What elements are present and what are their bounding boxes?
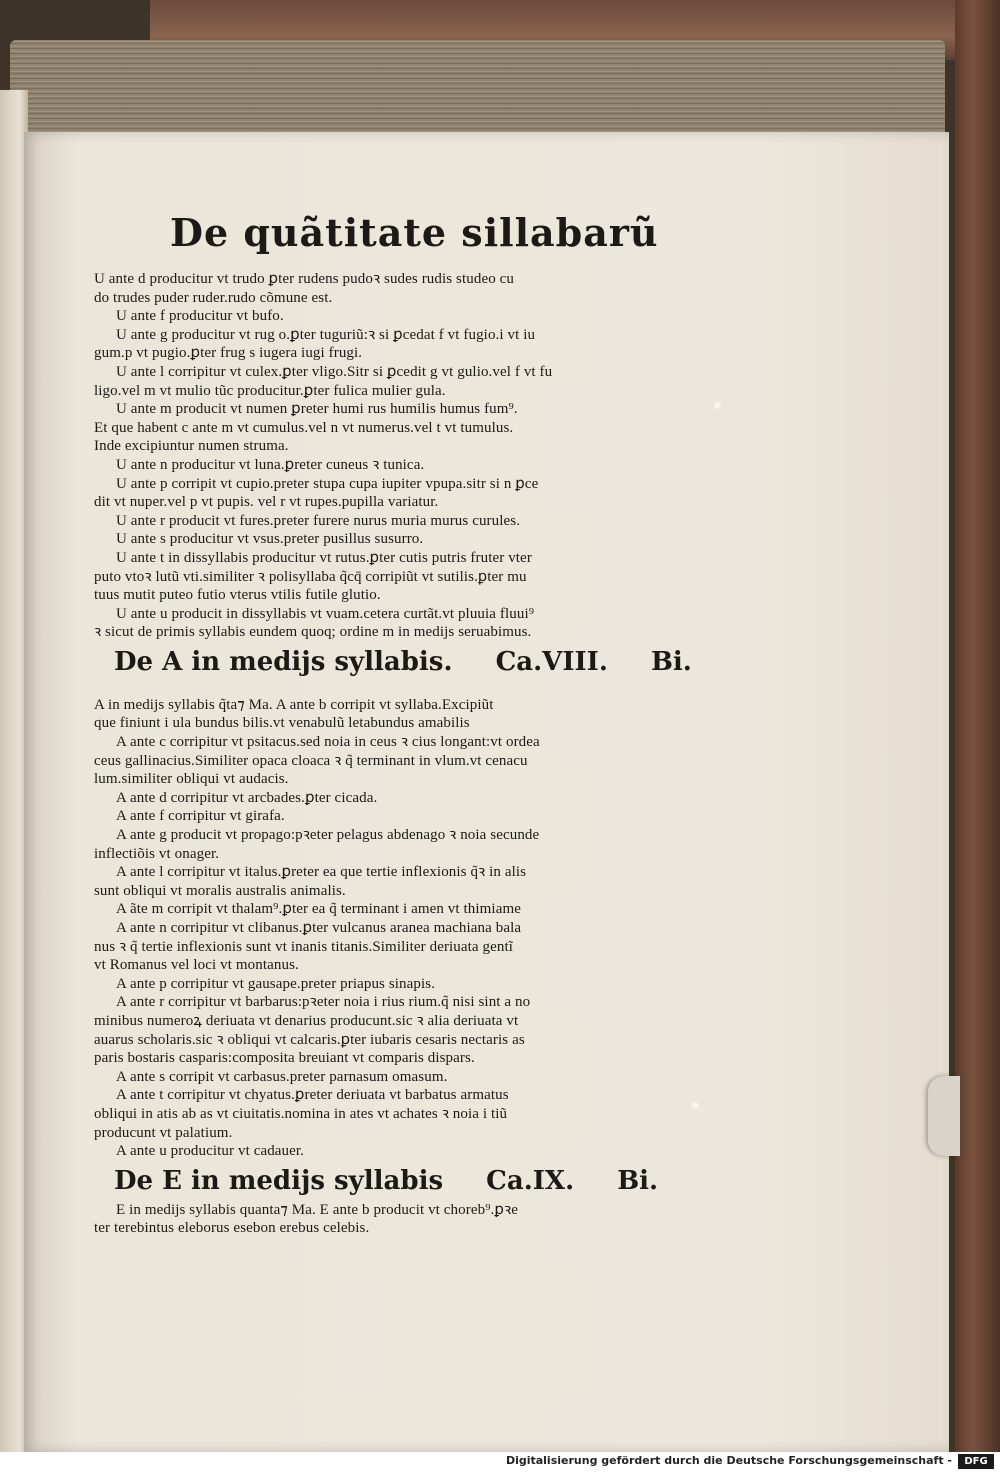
- text-line: A ante t corripitur vt chyatus.ꝑreter deriuata vt barbatus armatus: [116, 1087, 509, 1104]
- text-line: puto vtoꝛ lutũ vti.similiter ꝛ polisyllaba q̃cq̄ corripiũt vt sutilis.ꝑter mu: [94, 568, 527, 585]
- text-line: U ante t in dissyllabis producitur vt rutus.ꝑter cutis putris fruter vter: [116, 549, 532, 566]
- text-line: U ante n producitur vt luna.ꝑreter cuneus ꝛ tunica.: [116, 456, 425, 473]
- text-line: que finiunt i ula bundus bilis.vt venabulũ letabundus amabilis: [94, 715, 470, 732]
- bookmark-tab: [928, 1076, 960, 1156]
- dfg-logo: DFG: [958, 1454, 994, 1469]
- chapter-heading-a: [94, 642, 734, 682]
- page-title: De quãtitate sillabarũ: [170, 210, 659, 255]
- text-line: U ante p corripit vt cupio.preter stupa cupa iupiter vpupa.sitr si n ꝑce: [116, 475, 539, 492]
- text-line: Et que habent c ante m vt cumulus.vel n vt numerus.vel t vt tumulus.: [94, 419, 514, 436]
- text-line: paris bostaris casparis:composita breuiant vt comparis dispars.: [94, 1050, 475, 1067]
- section-u-endings: [94, 270, 734, 642]
- text-line: A ante d corripitur vt arcbades.ꝑter cicada.: [116, 789, 378, 806]
- text-line: ligo.vel m vt mulio tũc producitur.ꝑter fulica mulier gula.: [94, 382, 446, 399]
- chapter-suffix: Bi.: [650, 646, 692, 677]
- book-cover-right: [955, 0, 1000, 1452]
- text-line: ter terebintus eleborus esebon erebus celebis.: [94, 1220, 370, 1237]
- text-line: A ante g producit vt propago:pꝛeter pelagus abdenago ꝛ noia secunde: [116, 827, 540, 844]
- text-line: auarus scholaris.sic ꝛ obliqui vt calcaris.ꝑter iubaris cesaris nectaris as: [94, 1031, 525, 1048]
- text-line: U ante g producitur vt rug o.ꝑter tuguriũ:ꝛ si ꝑcedat f vt fugio.i vt iu: [116, 326, 536, 343]
- text-line: A ante r corripitur vt barbarus:pꝛeter noia i rius rium.q̃ nisi sint a no: [116, 994, 531, 1011]
- page-edges: [10, 40, 945, 140]
- text-line: nus ꝛ q̃ tertie inflexionis sunt vt inanis titanis.Similiter deriuata gentĩ: [94, 938, 514, 955]
- text-line: A ante c corripitur vt psitacus.sed noia in ceus ꝛ cius longant:vt ordea: [116, 734, 540, 751]
- text-line: U ante s producitur vt vsus.preter pusillus susurro.: [116, 531, 424, 548]
- text-line: E in medijs syllabis quanta⁊ Ma. E ante b producit vt choreb⁹.ꝑꝛe: [116, 1201, 518, 1218]
- text-line: A ãte m corripit vt thalam⁹.ꝑter ea q̃ terminant i amen vt thimiame: [116, 901, 521, 918]
- book-page: [24, 132, 949, 1452]
- text-line: gum.p vt pugio.ꝑter frug s iugera iugi frugi.: [94, 345, 363, 362]
- chapter-number: Ca.IX.: [486, 1165, 575, 1196]
- text-line: U ante r producit vt fures.preter furere nurus muria murus curules.: [116, 512, 521, 529]
- text-line: ꝛ sicut de primis syllabis eundem quoq; ordine m in medijs seruabimus.: [94, 624, 532, 641]
- text-line: A ante u producitur vt cadauer.: [116, 1143, 305, 1160]
- text-line: do trudes puder ruder.rudo cõmune est.: [94, 289, 333, 306]
- text-line: U ante m producit vt numen ꝑreter humi rus humilis humus fum⁹.: [116, 401, 518, 418]
- text-line: U ante l corripitur vt culex.ꝑter vligo.Sitr si ꝑcedit g vt gulio.vel f vt fu: [116, 363, 553, 380]
- chapter-heading-e: [94, 1161, 734, 1201]
- text-line: minibus numeroꝝ deriuata vt denarius producunt.sic ꝛ alia deriuata vt: [94, 1012, 519, 1029]
- text-line: Inde excipiuntur numen struma.: [94, 438, 289, 455]
- text-line: A ante s corripit vt carbasus.preter parnasum omasum.: [116, 1068, 448, 1085]
- section-e-medial: [94, 1201, 734, 1238]
- text-line: A ante f corripitur vt girafa.: [116, 808, 285, 825]
- text-line: U ante u producit in dissyllabis vt vuam.cetera curtãt.vt pluuia fluui⁹: [116, 605, 535, 622]
- text-line: ceus gallinacius.Similiter opaca cloaca ꝛ q̃ terminant in vlum.vt cenacu: [94, 752, 528, 769]
- text-line: vt Romanus vel loci vt montanus.: [94, 957, 299, 974]
- text-line: A in medijs syllabis q̃ta⁊ Ma. A ante b corripit vt syllaba.Excipiũt: [94, 696, 494, 713]
- text-line: U ante f producitur vt bufo.: [116, 308, 284, 325]
- chapter-title: De E in medijs syllabis: [114, 1165, 444, 1196]
- chapter-number: Ca.VIII.: [495, 646, 608, 677]
- text-line: sunt obliqui vt moralis australis animalis.: [94, 882, 346, 899]
- text-line: A ante p corripitur vt gausape.preter priapus sinapis.: [116, 975, 436, 992]
- text-line: lum.similiter obliqui vt audacis.: [94, 771, 289, 788]
- text-line: dit vt nuper.vel p vt pupis. vel r vt rupes.pupilla variatur.: [94, 494, 439, 511]
- page-text: [94, 210, 734, 1238]
- chapter-suffix: Bi.: [617, 1165, 659, 1196]
- section-a-medial: [94, 696, 734, 1161]
- funding-credit: Digitalisierung gefördert durch die Deutsche Forschungsgemeinschaft -: [505, 1454, 952, 1467]
- text-line: tuus mutit puteo futio vterus vtilis futile glutio.: [94, 587, 381, 604]
- text-line: U ante d producitur vt trudo ꝑter rudens pudoꝛ sudes rudis studeo cu: [94, 271, 515, 287]
- footer-bar: [0, 1452, 1000, 1472]
- chapter-title: De A in medijs syllabis.: [114, 646, 453, 677]
- text-line: producunt vt palatium.: [94, 1124, 233, 1141]
- text-line: inflectiõis vt onager.: [94, 845, 220, 862]
- text-line: obliqui in atis ab as vt ciuitatis.nomina in ates vt achates ꝛ noia i tiũ: [94, 1105, 508, 1122]
- text-line: A ante n corripitur vt clibanus.ꝑter vulcanus aranea machiana bala: [116, 920, 522, 936]
- text-line: A ante l corripitur vt italus.ꝑreter ea que tertie inflexionis q̃ꝛ in alis: [116, 864, 527, 881]
